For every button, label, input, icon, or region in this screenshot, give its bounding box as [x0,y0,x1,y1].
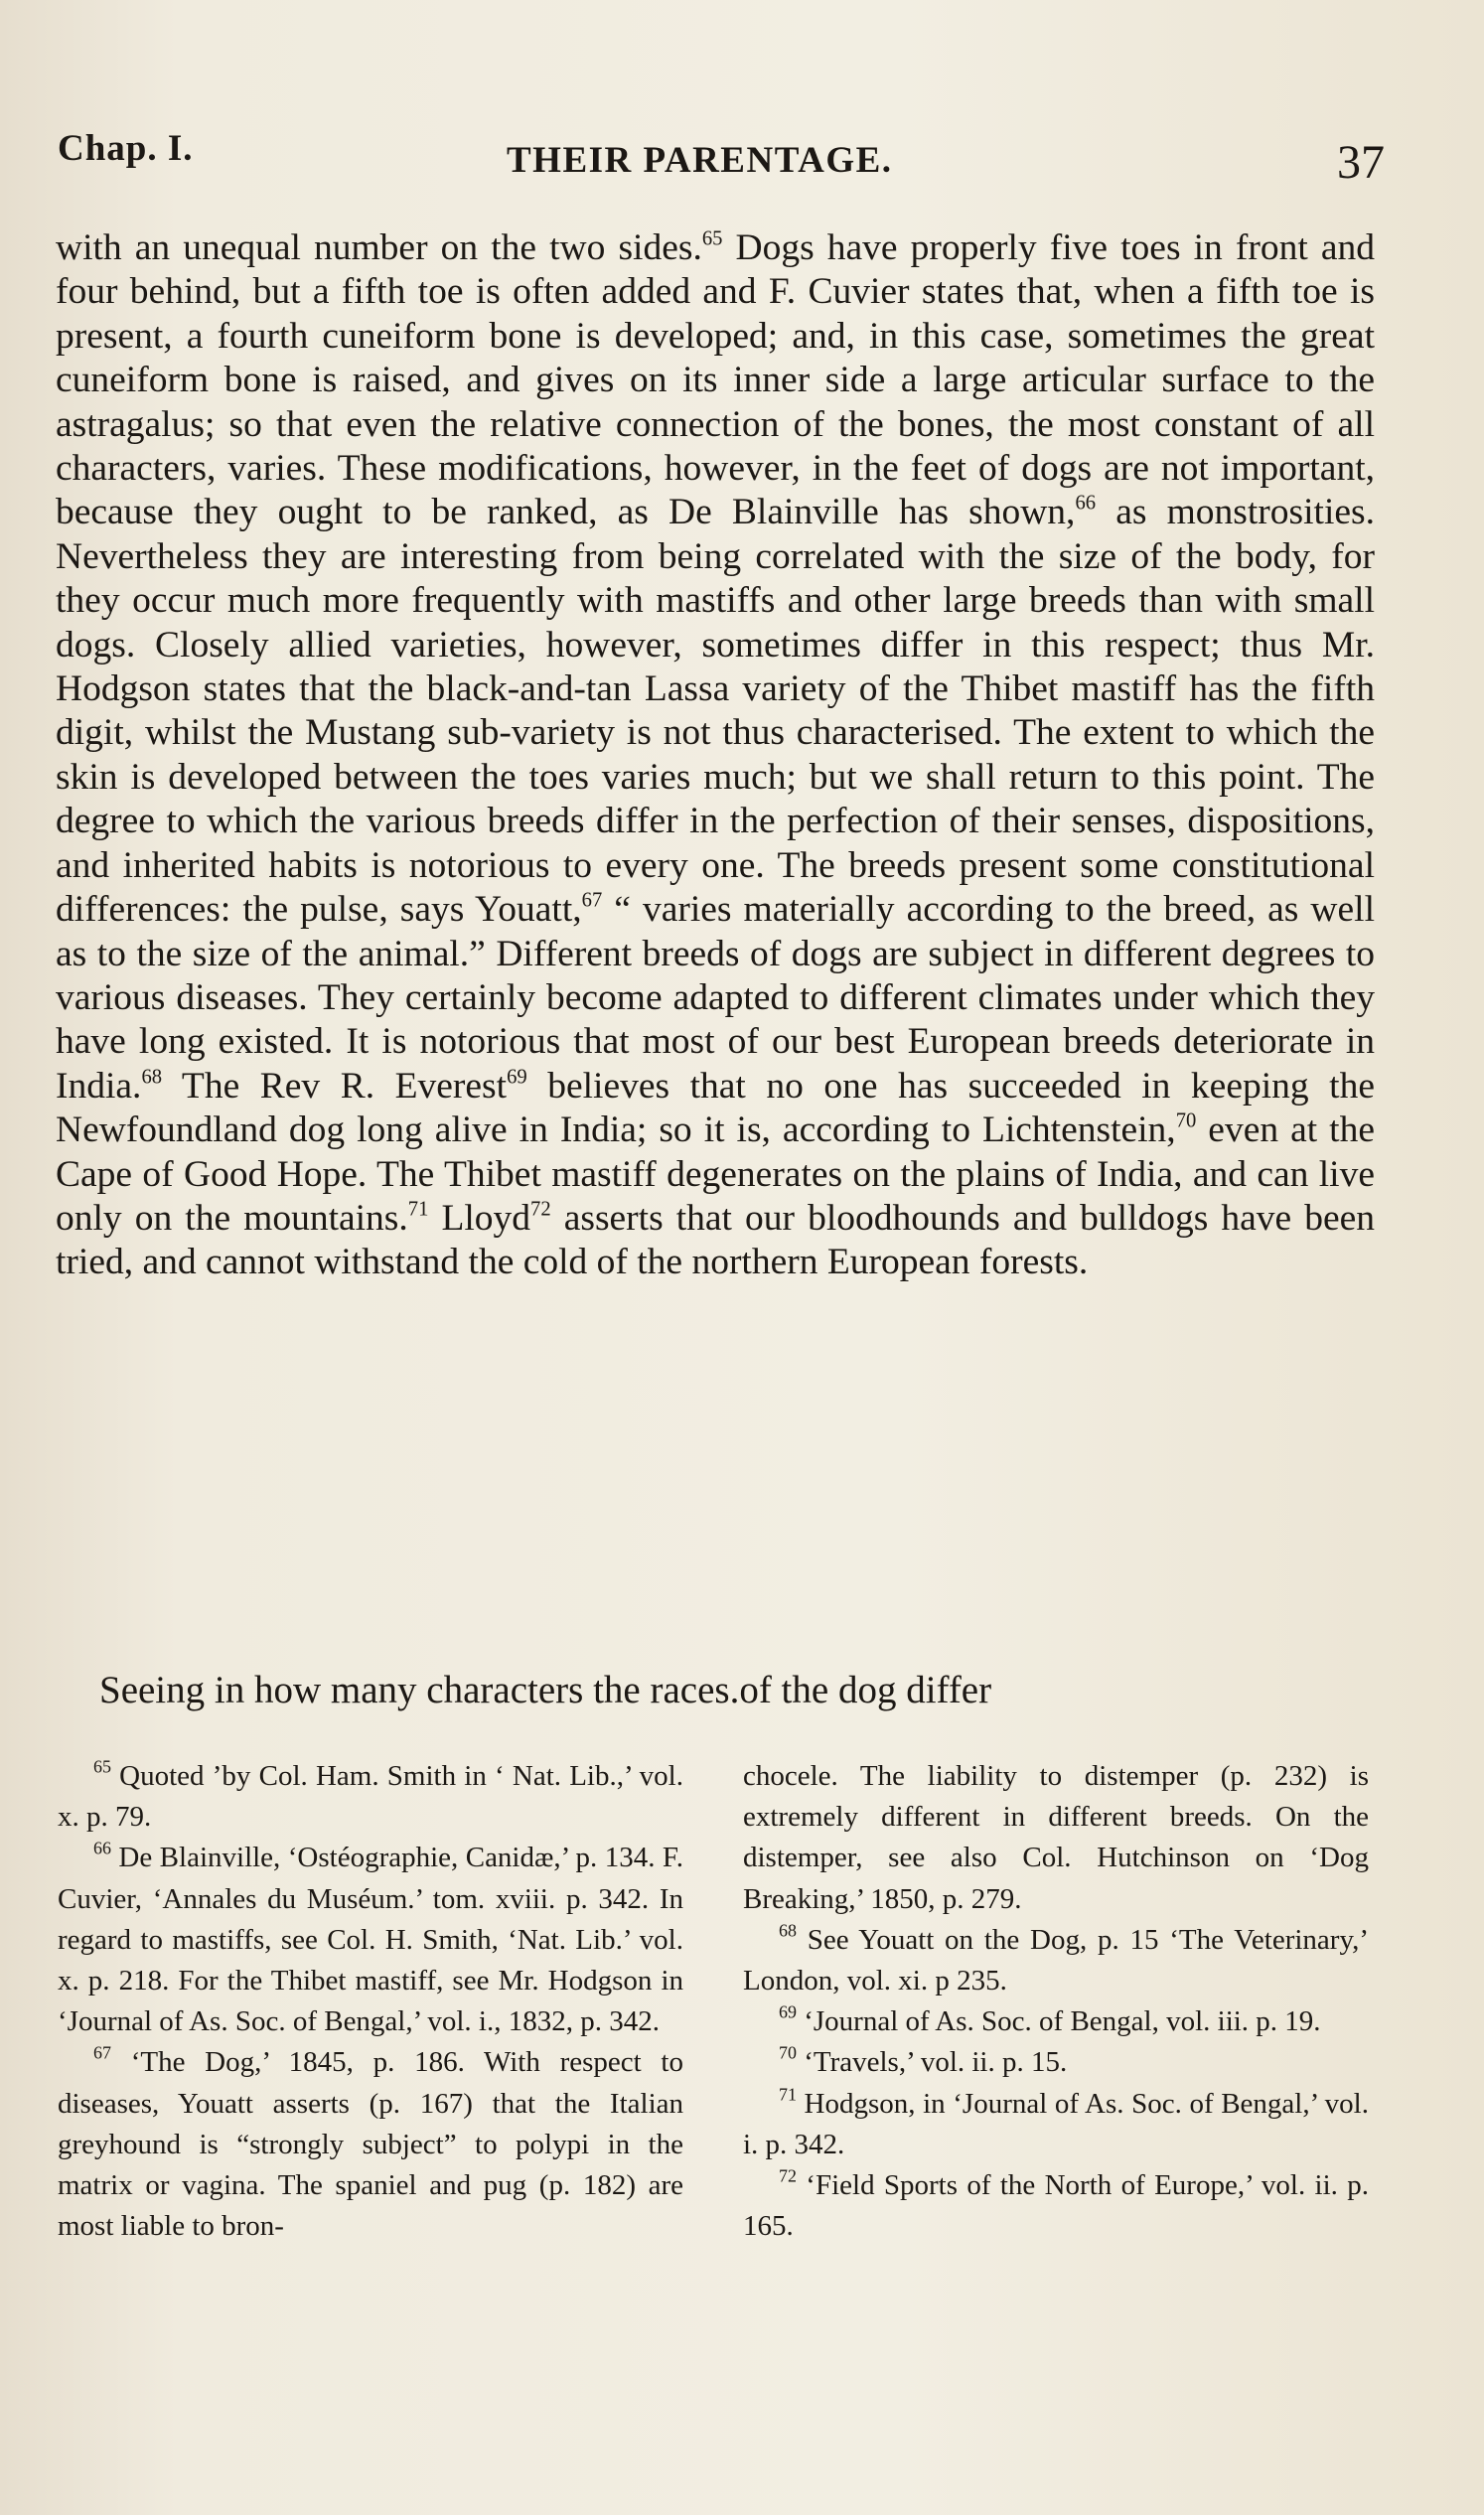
footnote-66 [58,1838,683,2042]
footnote-ref-68: 68 [141,1066,163,1089]
footnote-number: 68 [779,1920,797,1941]
footnote-ref-65: 65 [701,227,723,250]
page-number: 37 [1337,136,1385,189]
footnote-ref-70: 70 [1175,1110,1197,1132]
footnote-text: See Youatt on the Dog, p. 15 ‘The Veterinary,’ London, vol. xi. p 235. [743,1923,1369,1997]
footnote-number: 69 [779,2001,797,2022]
footnote-number: 66 [93,1838,111,1858]
footnote-number: 71 [779,2084,797,2105]
footnote-text: Quoted ’by Col. Ham. Smith in ‘ Nat. Lib.,’ vol. x. p. 79. [58,1760,683,1834]
footnote-72 [743,2165,1369,2247]
next-paragraph-start: Seeing in how many characters the races.of the dog differ [99,1669,992,1711]
text-run: as monstrosities. Nevertheless they are interesting from being correlated with the size of the body, for they occur much more frequently with mastiffs and other large breeds than with small dogs. Closely allied varieties, however, sometimes differ in this respect; thus Mr. Hodgson states that the black-and-tan Lassa variety of the Thibet mastiff has the fifth digit, whilst the Mustang sub-variety is not thus characterised. The extent to which the skin is developed between the toes varies much; but we shall return to this point. The degree to which the various breeds differ in the perfection of their senses, dispositions, and inherited habits is notorious to every one. The breeds present some constitutional differences: the pulse, says Youatt, [56,492,1375,931]
main-paragraph [56,226,1375,1285]
chapter-label: Chap. I. [58,128,194,169]
running-title: THEIR PARENTAGE. [507,140,893,181]
footnote-70 [743,2042,1369,2083]
footnote-text: De Blainville, ‘Ostéographie, Canidæ,’ p. 134. F. Cuvier, ‘Annales du Muséum.’ tom. xviii. p. 342. In regard to mastiffs, see Col. H. Smith, ‘Nat. Lib.’ vol. x. p. 218. For the Thibet mastiff, see Mr. Hodgson in ‘Journal of As. Soc. of Bengal,’ vol. i., 1832, p. 342. [58,1842,683,2038]
text-run: with an unequal number on the two sides. [56,227,702,268]
text-run: “ varies materially according to the breed, as well as to the size of the animal.” Different breeds of dogs are subject in different degrees to various diseases. They certainly become adapted to different climates under which they have long existed. It is notorious that most of our best European breeds deteriorate in India. [56,889,1375,1107]
footnote-text: Hodgson, in ‘Journal of As. Soc. of Bengal,’ vol. i. p. 342. [743,2087,1369,2160]
text-run: Dogs have properly five toes in front and four behind, but a fifth toe is often added and F. Cuvier states that, when a fifth toe is present, a fourth cuneiform bone is developed; and, in this case, sometimes the great cuneiform bone is raised, and gives on its inner side a large articular surface to the astragalus; so that even the relative connection of the bones, the most constant of all characters, varies. These modifications, however, in the feet of dogs are not important, because they ought to be ranked, as De Blainville has shown, [56,227,1375,533]
footnote-69 [743,2001,1369,2042]
footnote-number: 67 [93,2042,111,2063]
footnote-text: ‘The Dog,’ 1845, p. 186. With respect to diseases, Youatt asserts (p. 167) that the Italian greyhound is “strongly subject” to polypi in the matrix or vagina. The spaniel and pug (p. 182) are most liable to bron- [58,2046,683,2243]
footnote-text: chocele. The liability to distemper (p. 232) is extremely different in different breeds. On the distemper, see also Col. Hutchinson on ‘Dog Breaking,’ 1850, p. 279. [743,1760,1369,1915]
footnote-ref-69: 69 [507,1066,527,1089]
footnote-67-continued [743,1756,1369,1920]
footnote-65 [58,1756,683,1838]
footnote-text: ‘Travels,’ vol. ii. p. 15. [796,2046,1068,2079]
footnote-text: ‘Journal of As. Soc. of Bengal, vol. iii. p. 19. [796,2005,1321,2038]
footnote-number: 70 [779,2042,797,2063]
paragraph-body [56,226,1375,1285]
text-run: Lloyd [428,1197,531,1239]
text-run: The Rev R. Everest [162,1065,508,1107]
footnotes-right-column [743,1756,1369,2247]
footnote-71 [743,2084,1369,2165]
text-run: even at the Cape of Good Hope. The Thibet mastiff degenerates on the plains of India, and can live only on the mountains. [56,1110,1375,1239]
footnote-ref-67: 67 [581,889,603,912]
footnote-67 [58,2042,683,2247]
footnote-ref-71: 71 [407,1198,429,1221]
footnotes-left-column [58,1756,683,2247]
running-header [58,127,1385,187]
footnote-ref-66: 66 [1075,493,1097,515]
footnote-text: ‘Field Sports of the North of Europe,’ vol. ii. p. 165. [743,2169,1369,2243]
footnote-ref-72: 72 [530,1198,551,1221]
footnote-68 [743,1920,1369,2001]
text-run: asserts that our bloodhounds and bulldogs have been tried, and cannot withstand the cold of the northern European forests. [56,1197,1375,1283]
footnote-number: 65 [93,1756,111,1777]
footnote-number: 72 [779,2165,797,2186]
text-run: believes that no one has succeeded in keeping the Newfoundland dog long alive in India; so it is, according to Lichtenstein, [56,1065,1375,1151]
